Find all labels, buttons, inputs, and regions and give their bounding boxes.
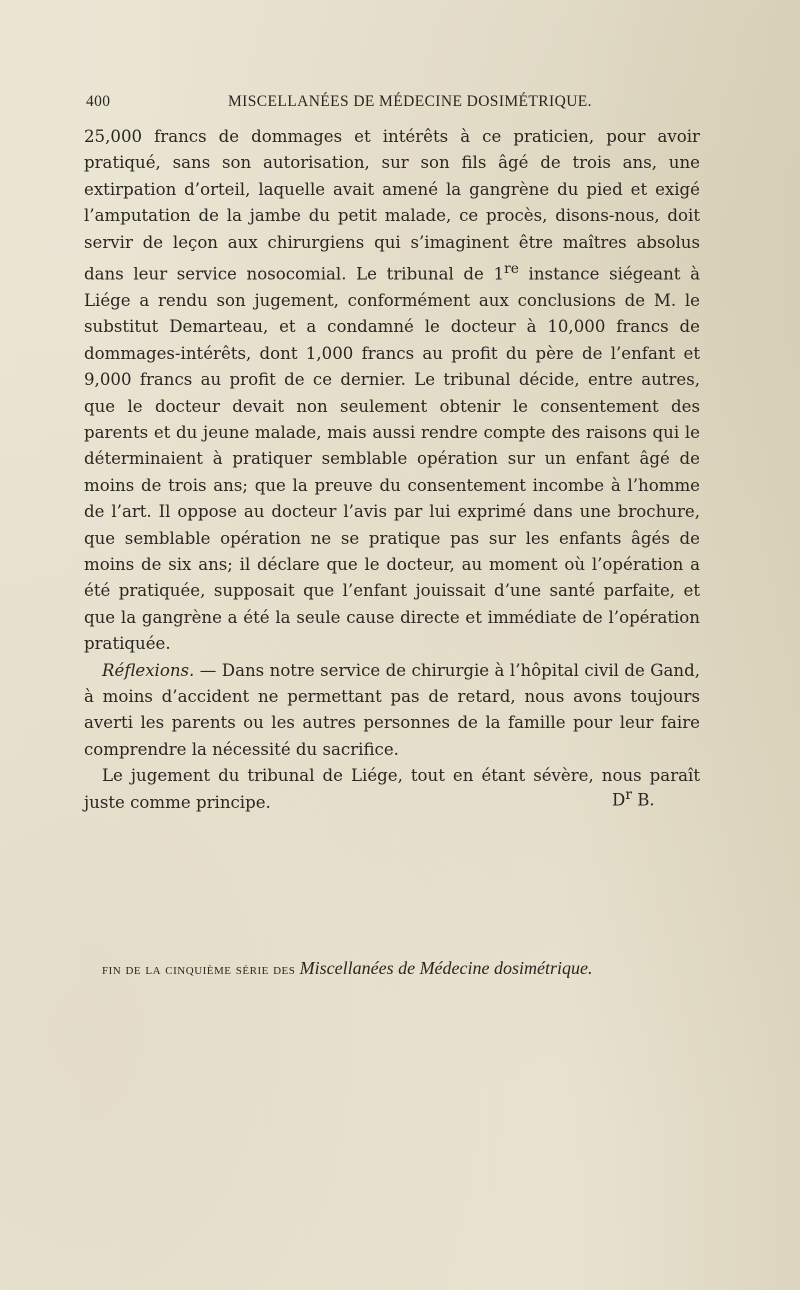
reflexions-text: — Dans notre service de chirurgie à l’hôpital civil de Gand, à moins d’accident ne permettant pas de retard, nous avons toujours averti les parents ou les autres personnes de la famille pour leur faire comprendre la nécessité du sacrifice.	[84, 660, 700, 759]
colophon	[102, 958, 702, 979]
running-title: MISCELLANÉES DE MÉDECINE DOSIMÉTRIQUE.	[228, 93, 592, 110]
signature-title: D	[612, 790, 626, 810]
signature-name: B.	[631, 790, 655, 810]
signature-title-sup: r	[625, 787, 632, 803]
page-number: 400	[86, 93, 111, 110]
paragraph-conclusion: Le jugement du tribunal de Liége, tout en étant sévère, nous paraît juste comme principe.	[84, 766, 700, 812]
body-text	[84, 124, 700, 816]
colophon-prefix: fin de la cinquième série des	[102, 962, 300, 978]
paragraph-judgment	[84, 124, 700, 658]
paragraph-judgment-part2: instance siégeant à Liége a rendu son jugement, conformément aux conclusions de M. le substitut Demarteau, et a condamné le docteur à 10,000 francs de dommages-intérêts, dont 1,000 francs au profit du père de l’enfant et 9,000 francs au profit de ce dernier. Le tribunal décide, entre autres, que le docteur devait non seulement obtenir le consentement des parents et du jeune malade, mais aussi rendre compte des raisons qui le déterminaient à pratiquer semblable opération sur un enfant âgé de moins de trois ans; que la preuve du consentement incombe à l’homme de l’art. Il oppose au docteur l’avis par lui exprimé dans une brochure, que semblable opération ne se pratique pas sur les enfants âgés de moins de six ans; il déclare que le docteur, au moment où l’opération a été pratiquée, supposait que l’enfant jouissait d’une santé parfaite, et que la gangrène a été la seule cause directe et immédiate de l’opération pratiquée.	[84, 264, 700, 654]
superscript-re: re	[504, 261, 519, 278]
paragraph-judgment-part1: 25,000 francs de dommages et intérêts à ce praticien, pour avoir pratiqué, sans son autorisation, sur son fils âgé de trois ans, une extirpation d’orteil, laquelle avait amené la gangrène du pied et exigé l’amputation de la jambe du petit malade, ce procès, disons-nous, doit servir de leçon aux chirurgiens qui s’imaginent être maîtres absolus dans leur service nosocomial. Le tribunal de 1	[84, 127, 700, 284]
reflexions-label: Réflexions.	[102, 660, 195, 680]
paragraph-reflexions	[84, 658, 700, 764]
page-header	[86, 93, 698, 117]
colophon-book-title: Miscellanées de Médecine dosimétrique.	[299, 958, 593, 978]
signature	[612, 787, 655, 810]
